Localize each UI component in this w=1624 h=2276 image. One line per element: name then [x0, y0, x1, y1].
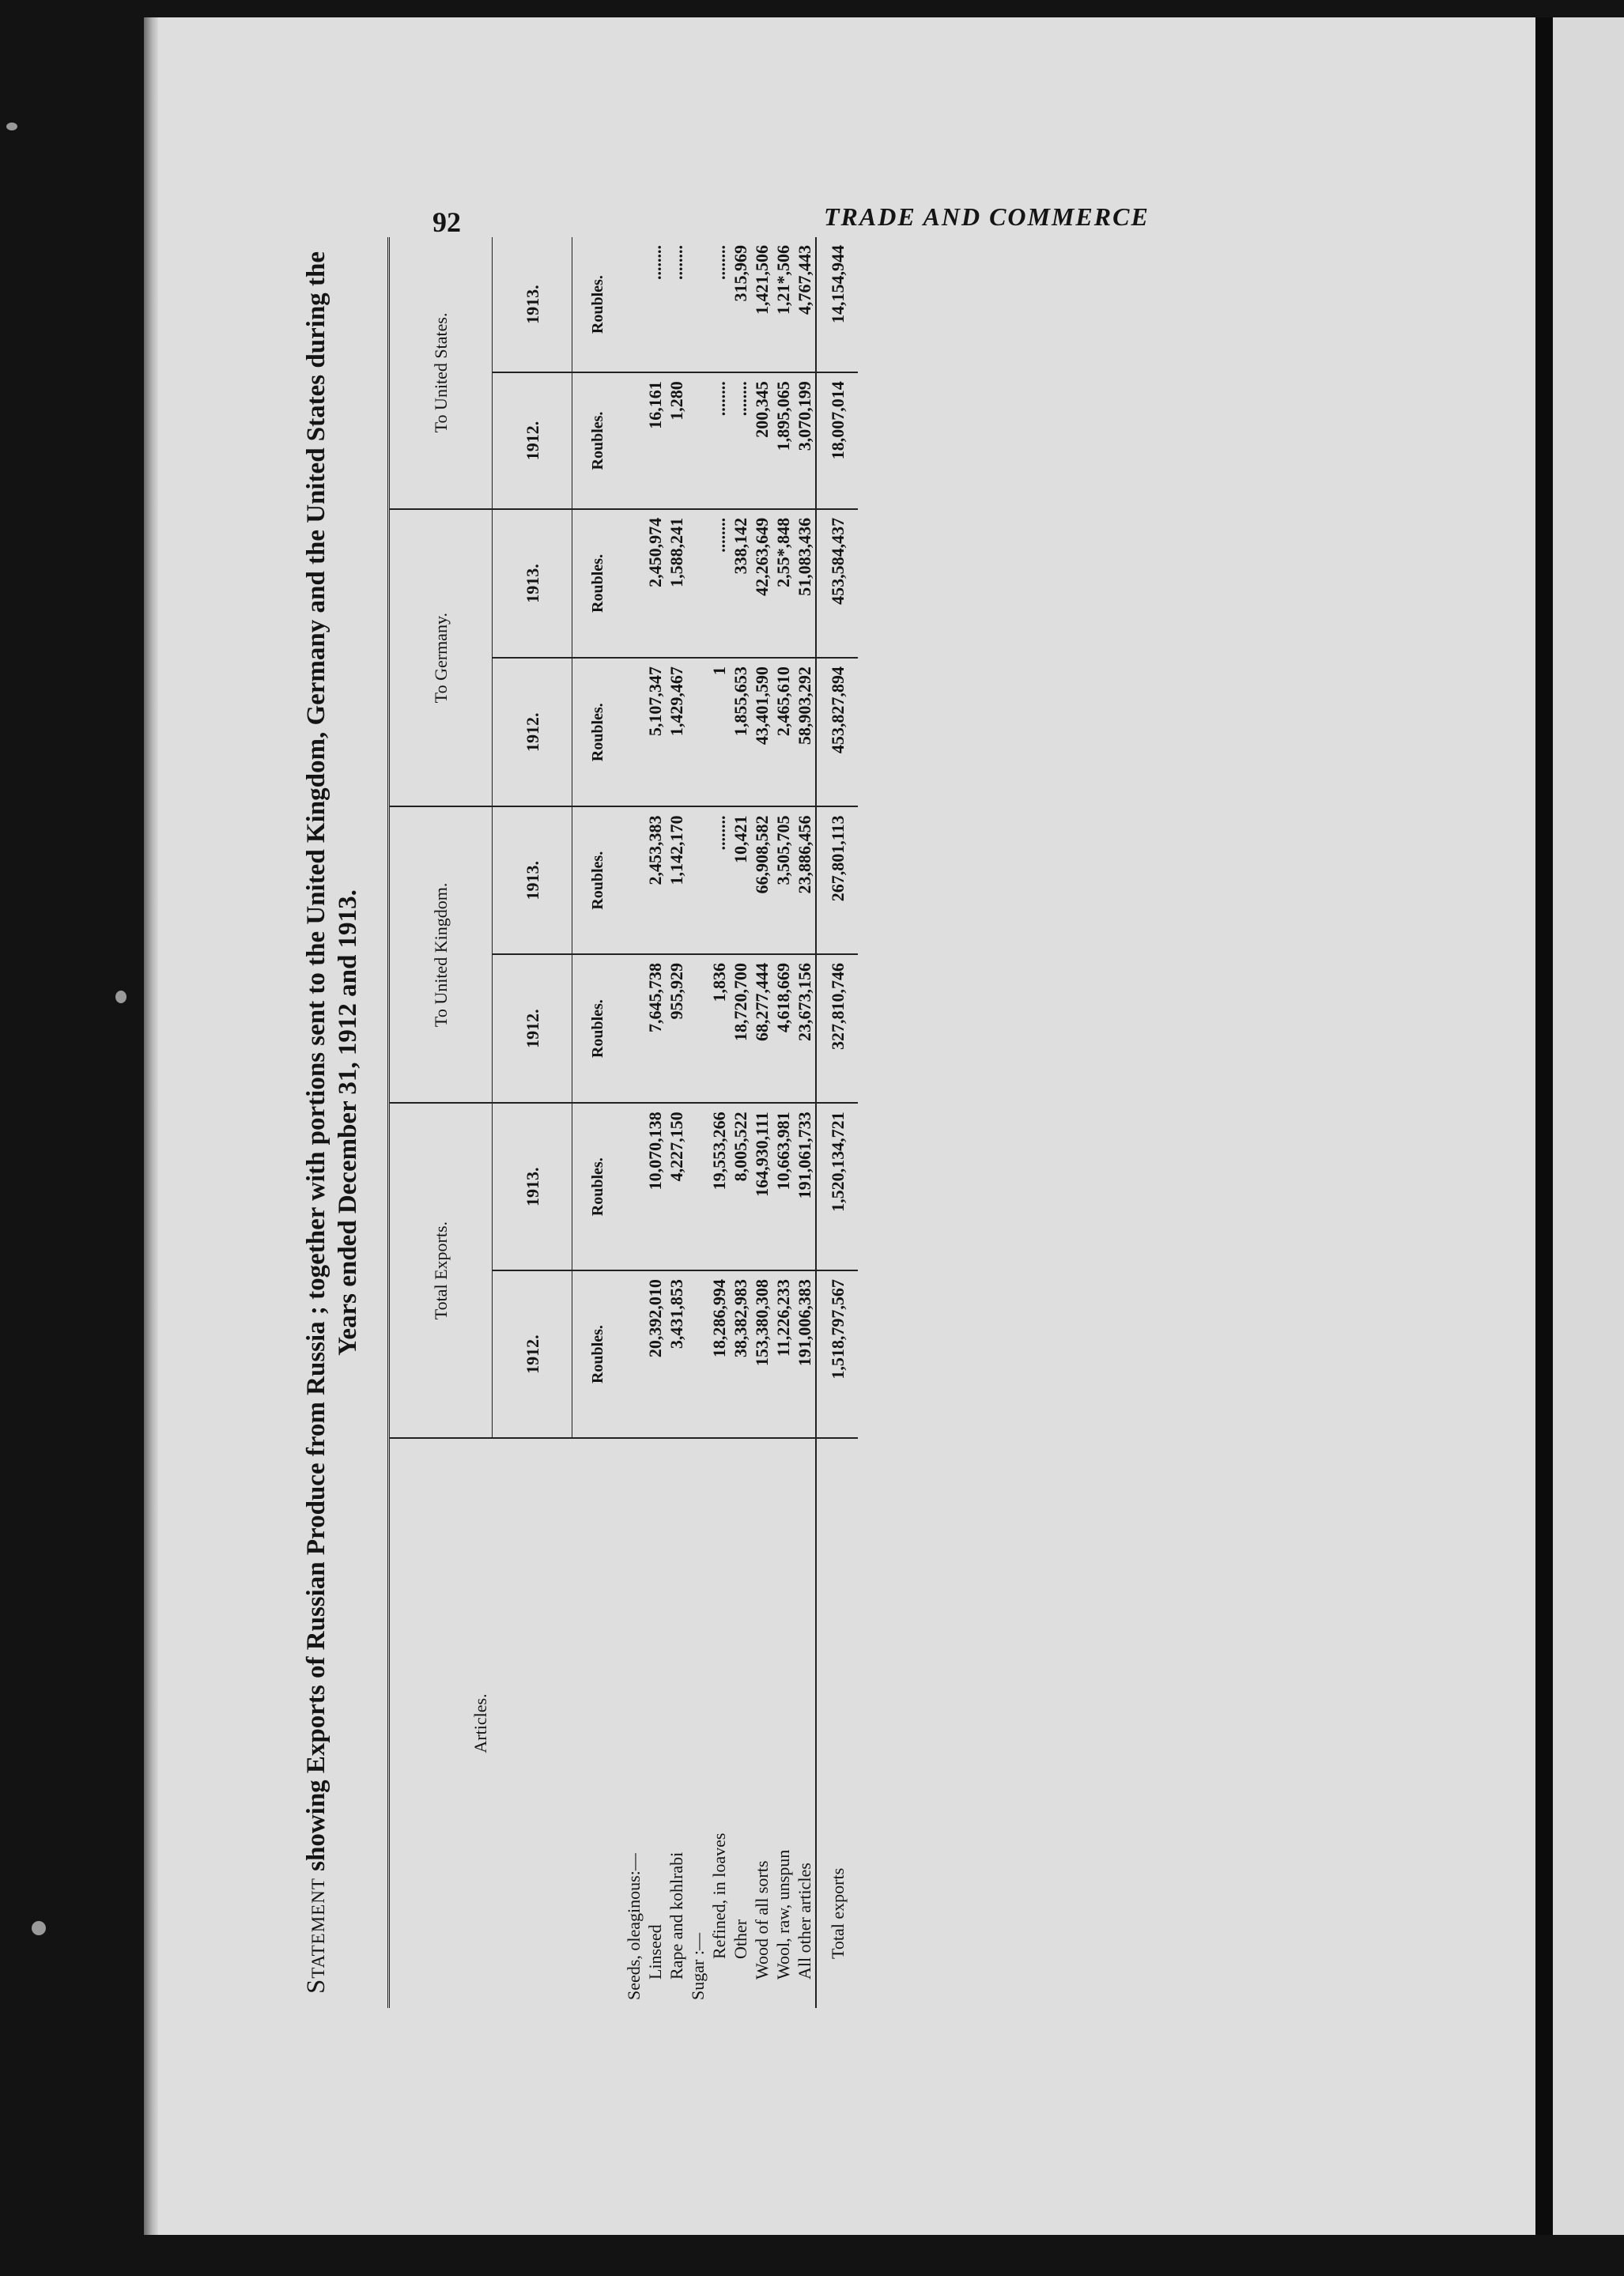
value-cell: 10,663,981	[772, 1103, 794, 1270]
value-cell: 5,107,347	[644, 658, 666, 806]
article-label	[708, 1438, 730, 2008]
year-header: 1913.	[493, 806, 572, 954]
article-label	[644, 1438, 666, 2008]
rotated-statement	[300, 237, 917, 2008]
value-cell: 1,836	[708, 954, 730, 1103]
value-cell: 453,827,894	[816, 658, 858, 806]
article-name: Wood of all sorts	[752, 1860, 772, 1980]
table-row	[751, 237, 772, 2008]
article-label	[687, 1438, 708, 2008]
value-cell: 38,382,983	[730, 1270, 751, 1438]
page-number: 92	[432, 206, 461, 238]
value-cell: 4,618,669	[772, 954, 794, 1103]
value-cell: 68,277,444	[751, 954, 772, 1103]
value-cell: 19,553,266	[708, 1103, 730, 1270]
article-label	[772, 1438, 794, 2008]
group-header: Total Exports.	[389, 1103, 493, 1438]
value-cell: 8,005,522	[730, 1103, 751, 1270]
value-cell: 1,429,467	[666, 658, 687, 806]
value-cell: 7,645,738	[644, 954, 666, 1103]
article-label	[730, 1438, 751, 2008]
value-cell: 191,061,733	[794, 1103, 816, 1270]
value-cell: 267,801,113	[816, 806, 858, 954]
value-cell: 2,55*,848	[772, 509, 794, 658]
value-cell: 2,465,610	[772, 658, 794, 806]
value-cell: 11,226,233	[772, 1270, 794, 1438]
table-row	[708, 237, 730, 2008]
value-cell	[623, 509, 644, 658]
exports-table	[389, 237, 858, 2008]
value-cell: 1,588,241	[666, 509, 687, 658]
unit-header: Roubles.	[572, 237, 624, 372]
value-cell: 1,421,506	[751, 237, 772, 372]
value-cell: 3,505,705	[772, 806, 794, 954]
value-cell: 1	[708, 658, 730, 806]
value-cell	[623, 658, 644, 806]
article-name: Sugar :—	[688, 1933, 708, 2000]
value-cell: 200,345	[751, 372, 772, 509]
value-cell	[687, 237, 708, 372]
table-caption	[300, 237, 364, 2008]
value-cell: 23,886,456	[794, 806, 816, 954]
value-cell: ........	[708, 806, 730, 954]
value-cell	[623, 954, 644, 1103]
year-header: 1913.	[493, 1103, 572, 1270]
year-header: 1912.	[493, 658, 572, 806]
value-cell	[687, 509, 708, 658]
table-row	[666, 237, 687, 2008]
unit-header: Roubles.	[572, 658, 624, 806]
value-cell: 191,006,383	[794, 1270, 816, 1438]
value-cell: 18,720,700	[730, 954, 751, 1103]
unit-header: Roubles.	[572, 1270, 624, 1438]
value-cell	[623, 806, 644, 954]
article-name: Total exports	[827, 1867, 848, 1959]
group-header: To Germany.	[389, 509, 493, 807]
article-name: Other	[731, 1919, 750, 1959]
value-cell	[623, 372, 644, 509]
value-cell: 43,401,590	[751, 658, 772, 806]
value-cell: 1,895,065	[772, 372, 794, 509]
article-label	[816, 1438, 858, 2008]
value-cell: ........	[708, 237, 730, 372]
value-cell: 164,930,111	[751, 1103, 772, 1270]
value-cell: 51,083,436	[794, 509, 816, 658]
unit-header: Roubles.	[572, 806, 624, 954]
value-cell: 153,380,308	[751, 1270, 772, 1438]
article-label	[794, 1438, 816, 2008]
value-cell: 3,431,853	[666, 1270, 687, 1438]
value-cell: 4,767,443	[794, 237, 816, 372]
article-name: Rape and kohlrabi	[667, 1851, 686, 1980]
value-cell: 1,520,134,721	[816, 1103, 858, 1270]
article-name: Refined, in loaves	[709, 1833, 729, 1959]
article-label	[751, 1438, 772, 2008]
value-cell: 10,070,138	[644, 1103, 666, 1270]
articles-header: Articles.	[470, 1693, 491, 1753]
value-cell: 18,007,014	[816, 372, 858, 509]
binding-gutter	[144, 17, 158, 2235]
article-name: Linseed	[645, 1924, 665, 1980]
value-cell: 2,450,974	[644, 509, 666, 658]
value-cell: 327,810,746	[816, 954, 858, 1103]
table-row	[644, 237, 666, 2008]
value-cell: 1,142,170	[666, 806, 687, 954]
value-cell: 23,673,156	[794, 954, 816, 1103]
value-cell: 3,070,199	[794, 372, 816, 509]
value-cell: 16,161	[644, 372, 666, 509]
value-cell: 14,154,944	[816, 237, 858, 372]
value-cell: 4,227,150	[666, 1103, 687, 1270]
value-cell: 66,908,582	[751, 806, 772, 954]
value-cell	[687, 1270, 708, 1438]
group-header: To United Kingdom.	[389, 806, 493, 1103]
value-cell: 338,142	[730, 509, 751, 658]
value-cell	[623, 1103, 644, 1270]
value-cell: 10,421	[730, 806, 751, 954]
group-header: To United States.	[389, 237, 493, 509]
running-head: TRADE AND COMMERCE	[824, 202, 1150, 231]
value-cell: 315,969	[730, 237, 751, 372]
value-cell	[687, 658, 708, 806]
facing-page	[1553, 17, 1624, 2235]
table-row	[730, 237, 751, 2008]
value-cell: ........	[644, 237, 666, 372]
table-row	[687, 237, 708, 2008]
value-cell: 1,855,653	[730, 658, 751, 806]
value-cell: ........	[708, 372, 730, 509]
unit-header: Roubles.	[572, 509, 624, 658]
table-row	[623, 237, 644, 2008]
value-cell: 2,453,383	[644, 806, 666, 954]
value-cell: 20,392,010	[644, 1270, 666, 1438]
article-label	[623, 1438, 644, 2008]
value-cell: 42,263,649	[751, 509, 772, 658]
value-cell: ........	[730, 372, 751, 509]
year-header: 1912.	[493, 372, 572, 509]
total-row	[816, 237, 858, 2008]
year-header: 1913.	[493, 237, 572, 372]
value-cell	[687, 372, 708, 509]
value-cell: 453,584,437	[816, 509, 858, 658]
unit-header: Roubles.	[572, 954, 624, 1103]
scan-speck	[32, 1921, 46, 1935]
value-cell: 955,929	[666, 954, 687, 1103]
value-cell	[623, 1270, 644, 1438]
value-cell	[687, 954, 708, 1103]
page-edge	[1535, 17, 1553, 2235]
article-name: All other articles	[795, 1863, 814, 1980]
value-cell: ........	[666, 237, 687, 372]
value-cell: 1,518,797,567	[816, 1270, 858, 1438]
scan-speck	[115, 991, 127, 1003]
article-label	[666, 1438, 687, 2008]
unit-spacer	[572, 1438, 624, 2008]
unit-header: Roubles.	[572, 1103, 624, 1270]
value-cell: 1,280	[666, 372, 687, 509]
scan-speck	[6, 123, 17, 130]
article-name: Seeds, oleaginous:—	[624, 1853, 644, 2000]
value-cell: 18,286,994	[708, 1270, 730, 1438]
unit-header: Roubles.	[572, 372, 624, 509]
year-header: 1913.	[493, 509, 572, 658]
caption-text: showing Exports of Russian Produce from Russia ; together with portions sent to the United Kingdom, Germany and the United States during the Years ended December 31, 1912 and 1913.	[302, 251, 362, 1878]
article-name: Wool, raw, unspun	[773, 1849, 793, 1980]
value-cell: 58,903,292	[794, 658, 816, 806]
table-row	[772, 237, 794, 2008]
value-cell	[687, 806, 708, 954]
table-row	[794, 237, 816, 2008]
year-header: 1912.	[493, 954, 572, 1103]
value-cell: 1,21*,506	[772, 237, 794, 372]
year-header: 1912.	[493, 1270, 572, 1438]
caption-lead: Statement	[302, 1878, 330, 1995]
table-body	[623, 237, 858, 2008]
value-cell: ........	[708, 509, 730, 658]
value-cell	[623, 237, 644, 372]
value-cell	[687, 1103, 708, 1270]
